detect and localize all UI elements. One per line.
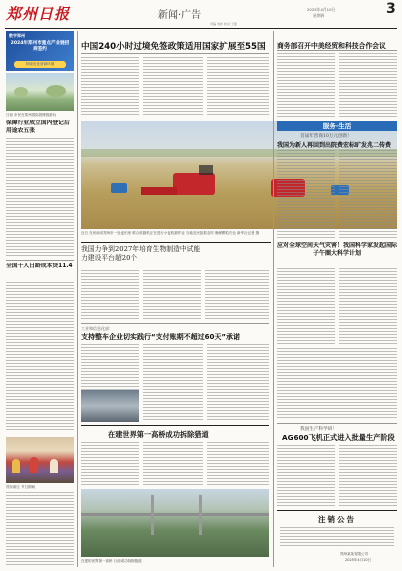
notice-title: 注销公告 — [318, 515, 356, 524]
banner-subtitle: 持续优化营商环境 — [14, 61, 66, 68]
lead-photo-caption: 近日 在河南省郑州市一处麦田里 联合收割机正在进行小麦收割作业 当地农民抢抓农时 确保颗粒归仓 新华社记者 摄 — [81, 231, 260, 235]
mid-tag-label: 工业和信息化部： — [81, 326, 113, 331]
lead-title-rule — [81, 53, 269, 54]
lead-body-col1 — [81, 57, 139, 117]
section-banner — [277, 121, 397, 131]
right-story-a-title: 我国为新人再回到出院费宏标旷发兆二传费 — [277, 142, 392, 149]
left-photo-crowd — [6, 437, 74, 483]
mid-right-title: 支持整车企业切实践行“支付账期不超过60天”承诺 — [81, 333, 240, 341]
issue-date: 2025年4月10日 — [307, 7, 336, 12]
right-story-c-body-b — [339, 445, 397, 507]
right-story-b-title: 应对全球空间天气灾害！我国科学家发起国际子午圈大科学计划 — [277, 242, 397, 257]
column-rule-right — [273, 31, 274, 567]
mid-right-body-c — [207, 344, 269, 422]
mid-left-body-b — [143, 270, 201, 320]
column-rule-left — [77, 31, 78, 567]
right-mid-rule — [277, 423, 397, 424]
bridge-body-a — [81, 442, 139, 486]
editor-credit: 责编 刘洋 校对 王强 — [210, 22, 237, 26]
paper-logo: 郑州日报 — [6, 5, 71, 23]
left-divider — [6, 260, 74, 261]
notice-date: 2025年4月10日 — [345, 558, 372, 562]
right-tag: 我国生产科学研！ — [300, 427, 337, 432]
banner-badge: 数字郑州 — [9, 33, 25, 38]
left-story2-title: 全国千人日龄成本贷11.4 — [6, 263, 73, 269]
right-story-a-body-b — [339, 150, 397, 240]
left-story3-body — [6, 492, 74, 566]
section-title: 新闻·广告 — [158, 10, 202, 21]
notice-body — [280, 527, 394, 547]
right-kicker: 首届年营商10万元创新！ — [300, 134, 352, 139]
page-number: 3 — [386, 1, 396, 17]
bridge-body-c — [207, 442, 269, 486]
issue-weekday: 星期四 — [313, 13, 325, 18]
bridge-body-b — [143, 442, 203, 486]
right-story-b-body-a — [277, 268, 335, 346]
bridge-top-rule — [81, 425, 269, 426]
lead-bottom-rule — [81, 242, 271, 243]
lead-body-col3 — [207, 57, 269, 117]
left-banner-ad — [6, 31, 74, 71]
mid-left-body-c — [205, 270, 269, 320]
masthead — [0, 0, 402, 30]
left-photo-park — [6, 73, 74, 111]
right-story-b-body-b — [339, 268, 397, 346]
right-top-title: 商务部召开中美经贸和科技合作会议 — [277, 42, 386, 50]
mid-right-body-b — [143, 344, 203, 422]
right-top-rule — [277, 50, 397, 51]
right-top-body-a — [277, 53, 335, 119]
right-top-body-b — [339, 53, 397, 119]
left-story1-title: 保障行业成立国内登记后用途农五张 — [6, 120, 70, 134]
right-story-a-body-a — [277, 150, 335, 240]
lead-title: 中国240小时过境免签政策适用国家扩展至55国 — [81, 42, 266, 52]
left-story2-body — [6, 282, 74, 432]
notice-signature: 郑州某某有限公司 — [340, 552, 368, 556]
mid-left-body-a — [81, 270, 139, 320]
left-photo-caption: 日前 市民在郑州国际园博园游玩 — [6, 113, 57, 117]
banner-title: 2024年郑州市重点产业链招商签约 — [10, 41, 70, 52]
left-photo2-caption: 郑东新区 节日期间 — [6, 485, 36, 489]
bridge-photo — [81, 489, 269, 557]
left-story1-body — [6, 138, 74, 258]
mid-right-photo — [81, 390, 139, 422]
right-story-c-body-a — [277, 445, 335, 507]
notice-top-rule — [277, 510, 397, 511]
right-story-b-body-c — [277, 348, 397, 420]
mid-left-title: 我国力争到2027年培育生物制造中试能力建设平台超20个 — [81, 245, 201, 262]
bridge-title: 在建世界第一高桥成功拆除猎道 — [108, 430, 209, 439]
right-story-c-title: AG600飞机正式进入批量生产阶段 — [282, 433, 395, 442]
lead-body-col2 — [143, 57, 203, 117]
section-banner-label: 服务·生活 — [322, 122, 352, 130]
bridge-photo-caption: 在建的世界第一高桥 日前成功拆除猎道 — [81, 559, 142, 563]
mid-section-rule — [81, 323, 269, 324]
masthead-rule — [5, 28, 397, 29]
